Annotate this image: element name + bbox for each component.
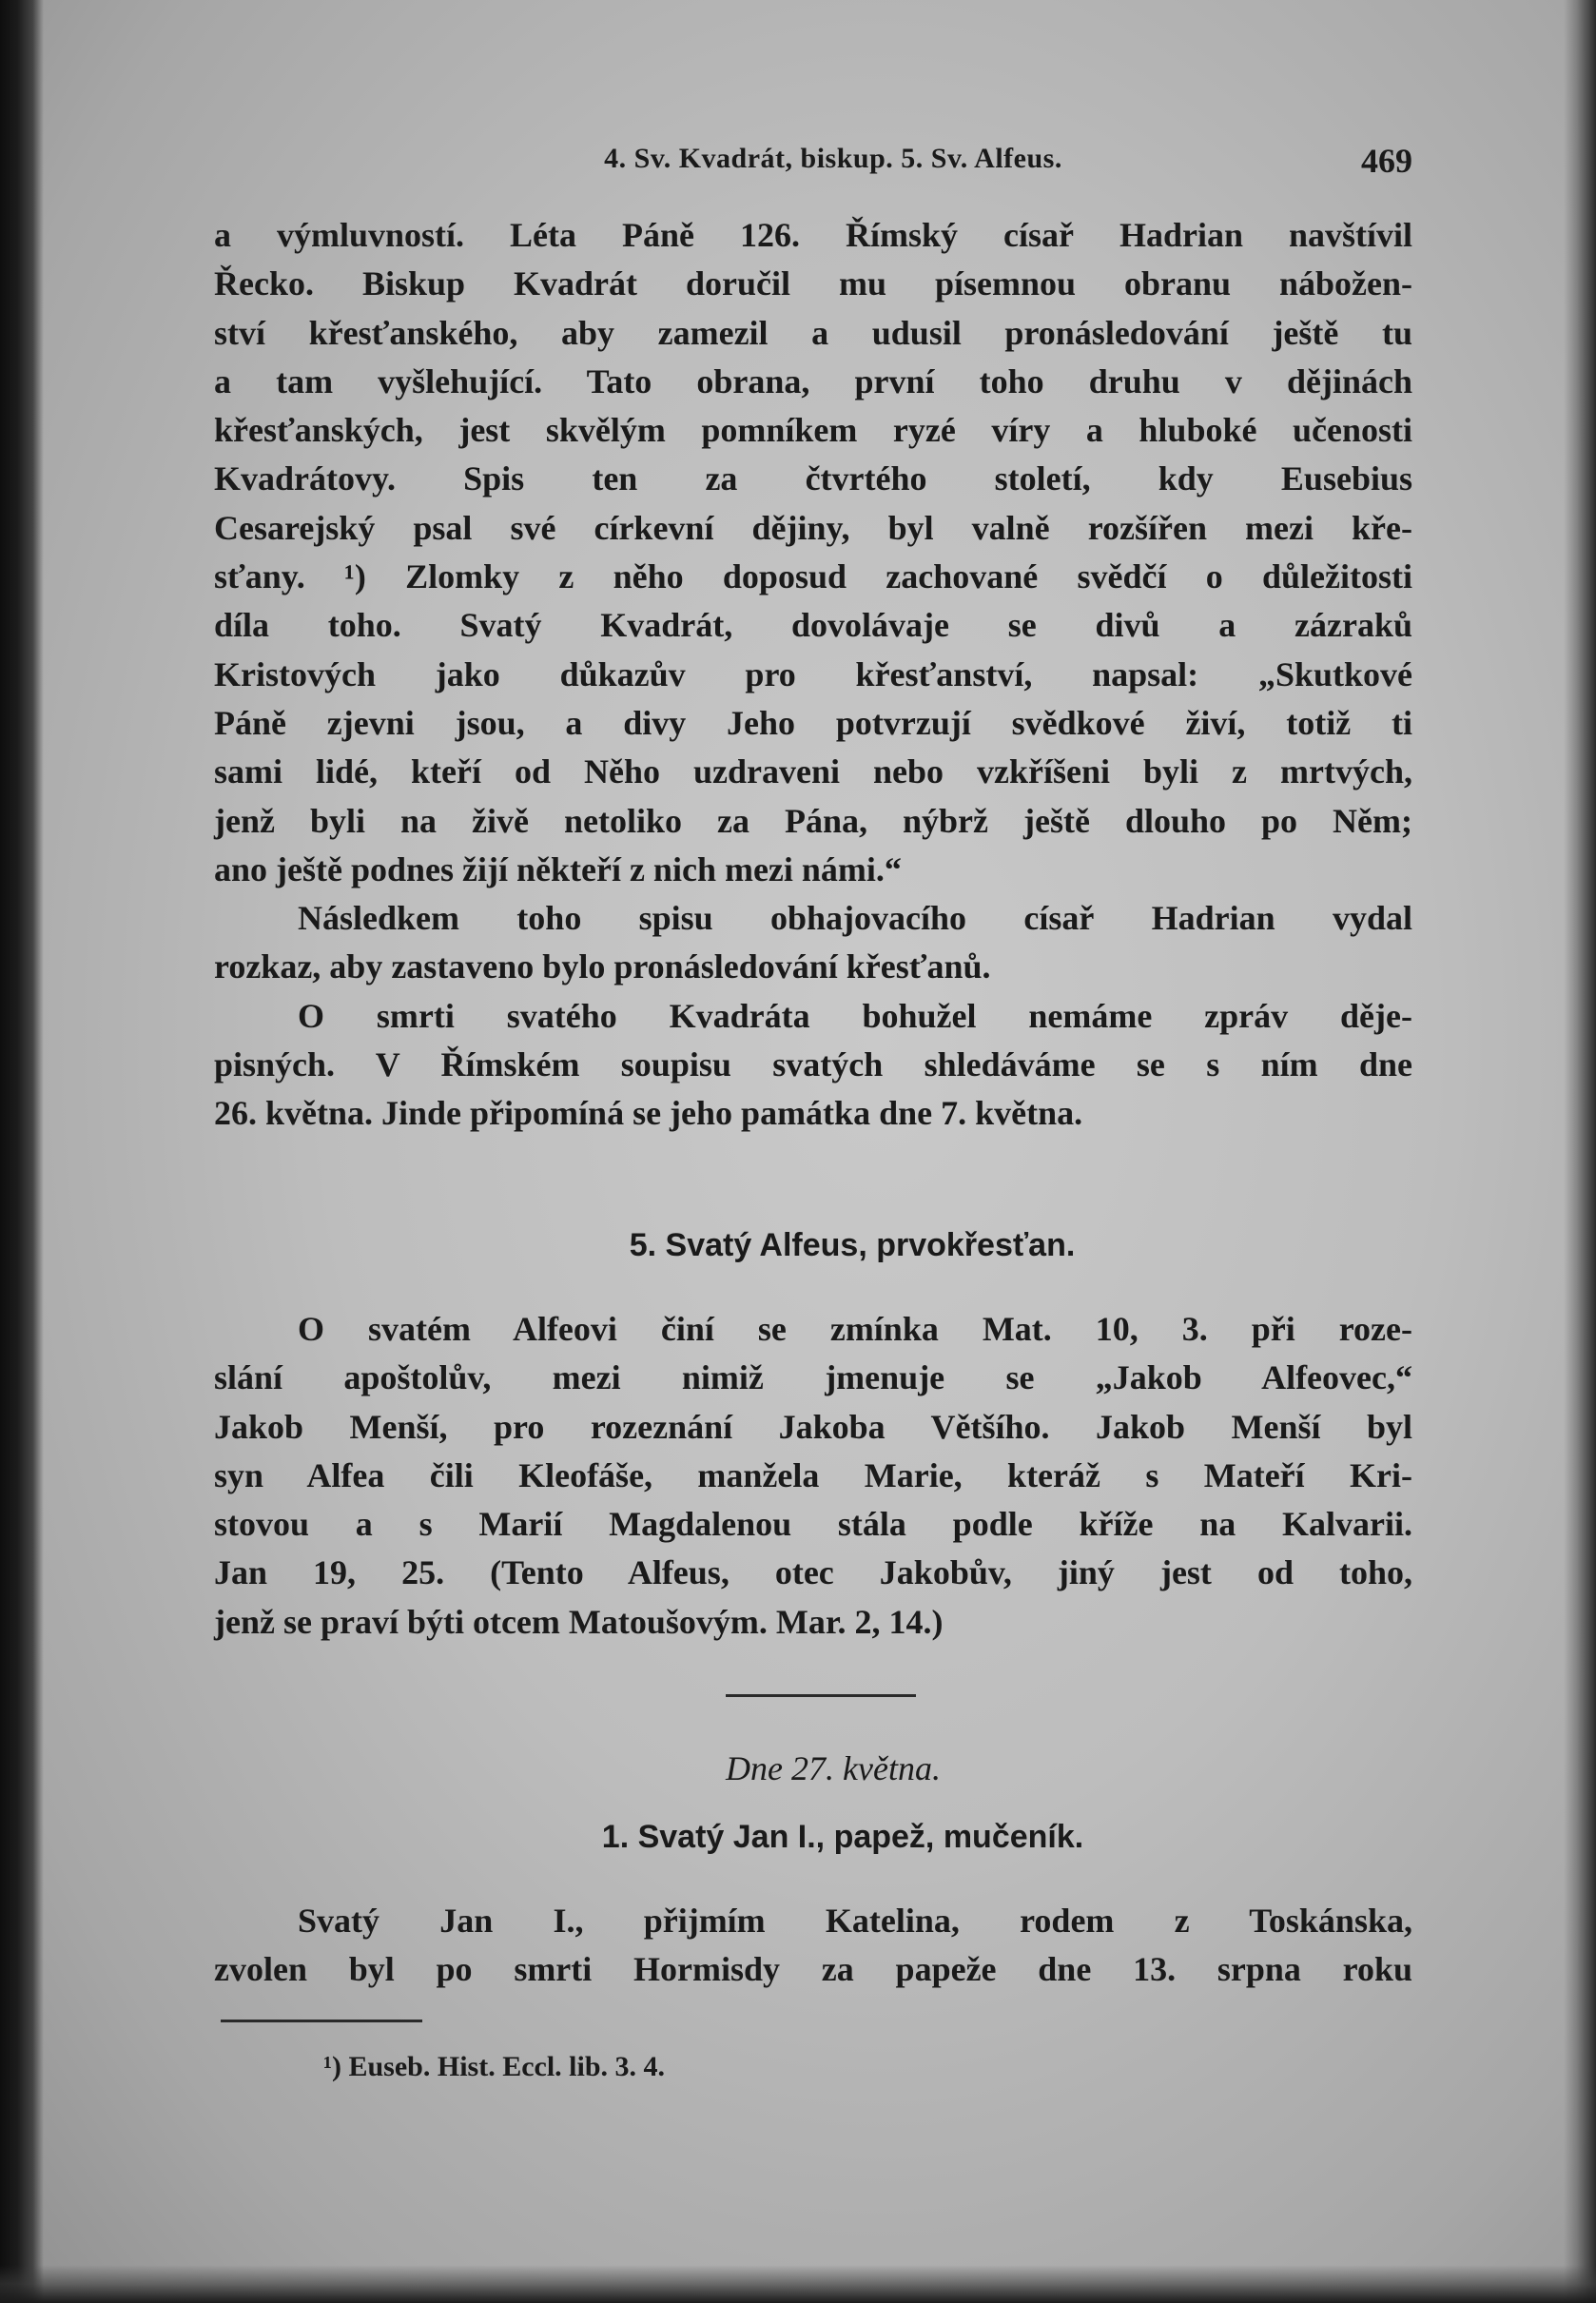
text-line: Cesarejský psal své církevní dějiny, byl valně rozšířen mezi kře- <box>214 508 1412 547</box>
text-line: jenž byli na živě netoliko za Pána, nýbrž ještě dlouho po Něm; <box>214 801 1412 840</box>
text-line: Svatý Jan I., přijmím Katelina, rodem z Toskánska, <box>298 1902 1412 1940</box>
text-line: syn Alfea čili Kleofáše, manžela Marie, kteráž s Mateří Kri- <box>214 1455 1412 1494</box>
text-line: Následkem toho spisu obhajovacího císař Hadrian vydal <box>298 899 1412 938</box>
section-divider <box>726 1694 916 1697</box>
running-head <box>214 143 1414 190</box>
scan-binding-edge <box>0 0 44 2303</box>
running-title: 4. Sv. Kvadrát, biskup. 5. Sv. Alfeus. <box>604 143 1062 174</box>
footnote: ¹) Euseb. Hist. Eccl. lib. 3. 4. <box>323 2051 666 2082</box>
text-line: díla toho. Svatý Kvadrát, dovolávaje se divů a zázraků <box>214 606 1412 645</box>
text-line: sami lidé, kteří od Něho uzdraveni nebo vzkříšeni byli z mrtvých, <box>214 752 1412 791</box>
page-number: 469 <box>1361 142 1412 180</box>
text-line: stovou a s Marií Magdalenou stála podle kříže na Kalvarii. <box>214 1505 1412 1544</box>
section1-text <box>214 1897 1412 1995</box>
text-line: ano ještě podnes žijí někteří z nich mezi námi.“ <box>214 849 902 888</box>
section1-heading: 1. Svatý Jan I., papež, mučeník. <box>601 1819 1084 1855</box>
section5-text <box>214 1305 1412 1647</box>
text-line: 26. května. Jinde připomíná se jeho památka dne 7. května. <box>214 1094 1083 1133</box>
text-line: O svatém Alfeovi činí se zmínka Mat. 10, 3. při roze- <box>298 1310 1412 1348</box>
text-line: zvolen byl po smrti Hormisdy za papeže dne 13. srpna roku <box>214 1950 1412 1989</box>
text-line: ství křesťanského, aby zamezil a udusil pronásledování ještě tu <box>214 313 1412 352</box>
scan-right-edge <box>1564 0 1596 2303</box>
footnote-rule <box>221 2020 422 2022</box>
section5-heading: 5. Svatý Alfeus, prvokřesťan. <box>629 1227 1076 1263</box>
text-line: O smrti svatého Kvadráta bohužel nemáme zpráv děje- <box>298 996 1412 1035</box>
text-line: Řecko. Biskup Kvadrát doručil mu písemnou obranu nábožen- <box>214 264 1412 303</box>
text-line: a výmluvností. Léta Páně 126. Římský císař Hadrian navštívil <box>214 216 1412 254</box>
text-line: slání apoštolův, mezi nimiž jmenuje se „Jakob Alfeovec,“ <box>214 1358 1412 1397</box>
text-line: sťany. ¹) Zlomky z něho doposud zachované svědčí o důležitosti <box>214 557 1412 596</box>
text-line: rozkaz, aby zastaveno bylo pronásledování křesťanů. <box>214 947 991 986</box>
scan-bottom-edge <box>0 2265 1596 2303</box>
text-line: Páně zjevni jsou, a divy Jeho potvrzují svědkové živí, totiž ti <box>214 703 1412 742</box>
text-line: a tam vyšlehující. Tato obrana, první toho druhu v dějinách <box>214 361 1412 400</box>
text-line: pisných. V Římském soupisu svatých shledáváme se s ním dne <box>214 1045 1412 1084</box>
date-heading: Dne 27. května. <box>726 1749 941 1787</box>
text-line: Kristových jako důkazův pro křesťanství, napsal: „Skutkové <box>214 654 1412 693</box>
text-line: Jan 19, 25. (Tento Alfeus, otec Jakobův, jiný jest od toho, <box>214 1553 1412 1592</box>
text-line: jenž se praví býti otcem Matoušovým. Mar. 2, 14.) <box>214 1602 944 1641</box>
text-line: křesťanských, jest skvělým pomníkem ryzé víry a hluboké učenosti <box>214 411 1412 450</box>
text-line: Kvadrátovy. Spis ten za čtvrtého století, kdy Eusebius <box>214 459 1412 498</box>
text-line: Jakob Menší, pro rozeznání Jakoba Většího. Jakob Menší byl <box>214 1407 1412 1446</box>
section4-continued-text <box>214 211 1412 1139</box>
